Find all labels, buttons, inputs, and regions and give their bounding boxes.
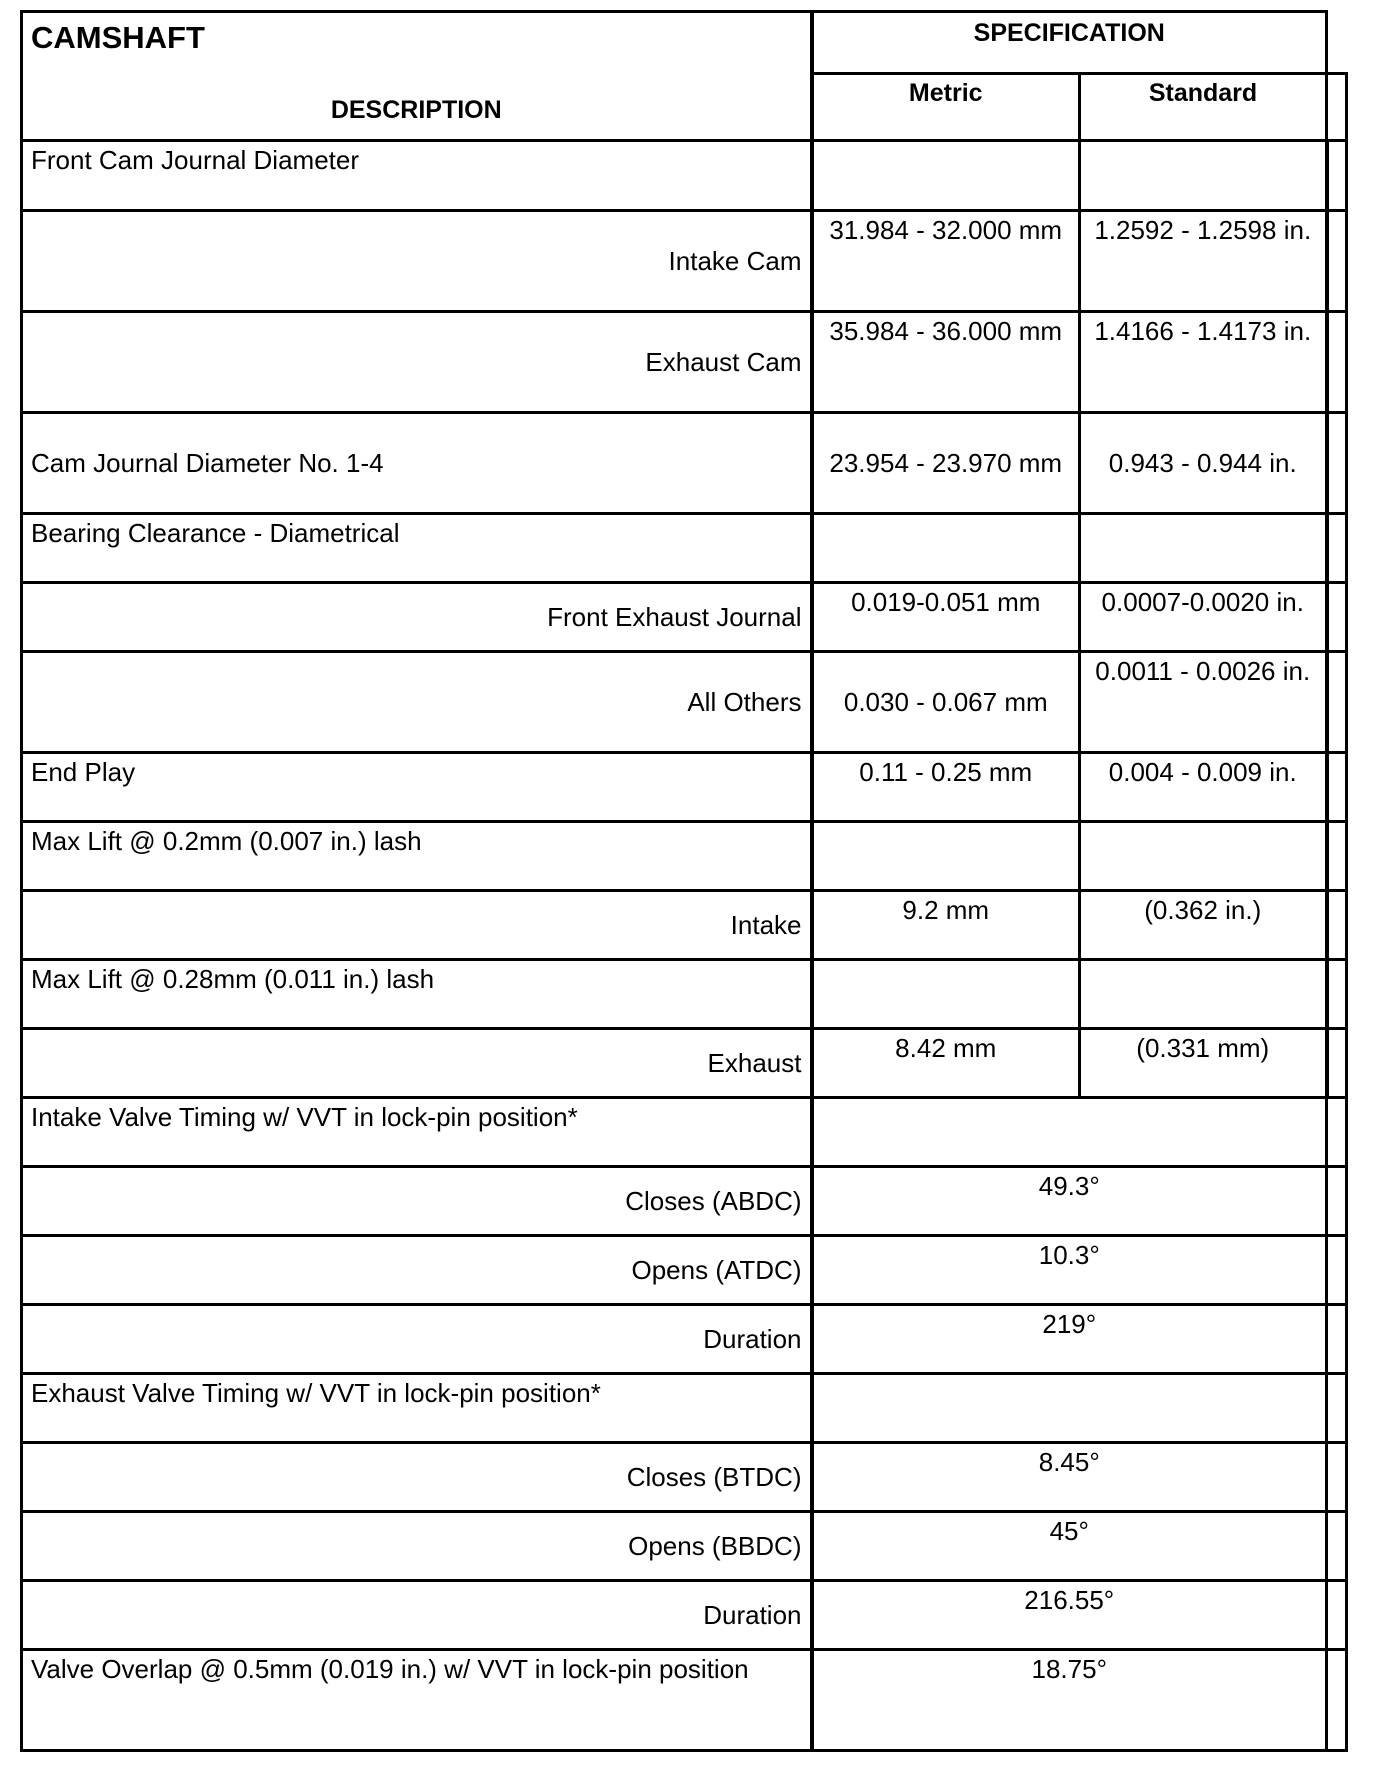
metric-value: 8.42 mm [812,1029,1080,1098]
description-text: Closes (ABDC) [625,1185,802,1216]
table-title-text: CAMSHAFT [31,20,205,55]
description-text: Intake [730,909,802,940]
standard-value: 0.0007-0.0020 in. [1080,583,1327,652]
description-cell [22,1098,812,1167]
standard-value: 1.4166 - 1.4173 in. [1080,312,1327,413]
description-cell [22,1236,812,1305]
table-row [22,960,1347,1029]
table-row [22,1581,1347,1650]
outer-gap [1327,12,1347,74]
metric-value: 9.2 mm [812,891,1080,960]
metric-header: Metric [812,74,1080,141]
spec-value [812,1374,1327,1443]
table-row [22,211,1347,312]
standard-value [1080,141,1327,211]
description-text: Exhaust Cam [645,346,802,377]
outer-gap [1327,891,1347,960]
description-cell [22,413,812,514]
description-cell [22,1029,812,1098]
outer-gap [1327,1443,1347,1512]
description-text: Valve Overlap @ 0.5mm (0.019 in.) w/ VVT in lock-pin position [31,1654,749,1684]
description-cell [22,1512,812,1581]
description-text: Cam Journal Diameter No. 1-4 [31,447,384,478]
standard-value: 0.004 - 0.009 in. [1080,753,1327,822]
outer-gap [1327,1167,1347,1236]
spec-value: 8.45° [812,1443,1327,1512]
outer-gap [1327,1581,1347,1650]
table-row [22,1098,1347,1167]
description-cell [22,1305,812,1374]
description-cell [22,891,812,960]
description-cell [22,141,812,211]
camshaft-spec-table [20,10,1348,1752]
spec-value: 49.3° [812,1167,1327,1236]
standard-value [1080,960,1327,1029]
outer-gap [1327,960,1347,1029]
description-header: DESCRIPTION [330,96,502,124]
description-text: Intake Valve Timing w/ VVT in lock-pin position* [31,1102,578,1132]
description-text: Intake Cam [668,245,802,276]
metric-value: 31.984 - 32.000 mm [812,211,1080,312]
outer-gap [1327,141,1347,211]
metric-value: 0.11 - 0.25 mm [812,753,1080,822]
outer-gap [1327,652,1347,753]
standard-value [1080,822,1327,891]
table-row [22,1029,1347,1098]
outer-gap [1327,1374,1347,1443]
description-cell [22,1650,812,1751]
table-row [22,1374,1347,1443]
description-cell [22,960,812,1029]
specification-header: SPECIFICATION [812,12,1327,74]
outer-gap [1327,312,1347,413]
metric-value: 23.954 - 23.970 mm [812,413,1080,514]
table-row [22,891,1347,960]
description-text: Duration [703,1323,802,1354]
metric-value [812,822,1080,891]
outer-gap [1327,1098,1347,1167]
table-row [22,141,1347,211]
description-cell [22,1374,812,1443]
metric-value: 0.019-0.051 mm [812,583,1080,652]
description-text: Duration [703,1599,802,1630]
description-cell [22,514,812,583]
outer-gap [1327,1236,1347,1305]
table-row [22,583,1347,652]
metric-value [812,960,1080,1029]
outer-gap [1327,74,1347,141]
description-cell [22,1581,812,1650]
description-text: End Play [31,757,136,787]
description-cell [22,822,812,891]
outer-gap [1327,583,1347,652]
outer-gap [1327,822,1347,891]
standard-value: (0.331 mm) [1080,1029,1327,1098]
description-text: Closes (BTDC) [626,1461,802,1492]
description-cell [22,583,812,652]
description-text: Front Cam Journal Diameter [31,145,359,175]
outer-gap [1327,1029,1347,1098]
outer-gap [1327,1650,1347,1751]
outer-gap [1327,1305,1347,1374]
spec-value: 216.55° [812,1581,1327,1650]
spec-value: 10.3° [812,1236,1327,1305]
spec-value: 45° [812,1512,1327,1581]
description-text: Exhaust Valve Timing w/ VVT in lock-pin position* [31,1378,601,1408]
outer-gap [1327,753,1347,822]
standard-value [1080,514,1327,583]
standard-value: 0.0011 - 0.0026 in. [1080,652,1327,753]
table-row [22,413,1347,514]
outer-gap [1327,413,1347,514]
table-row [22,312,1347,413]
table-title [22,12,812,141]
metric-value [812,141,1080,211]
standard-value: 1.2592 - 1.2598 in. [1080,211,1327,312]
table-row [22,1650,1347,1751]
description-text: Exhaust [707,1047,802,1078]
table-row [22,822,1347,891]
spec-value [812,1098,1327,1167]
metric-value [812,514,1080,583]
description-cell [22,1443,812,1512]
standard-header: Standard [1080,74,1327,141]
description-text: Max Lift @ 0.2mm (0.007 in.) lash [31,826,422,856]
metric-value: 0.030 - 0.067 mm [812,652,1080,753]
outer-gap [1327,211,1347,312]
outer-gap [1327,514,1347,583]
description-text: Bearing Clearance - Diametrical [31,518,400,548]
spec-value: 219° [812,1305,1327,1374]
description-text: All Others [687,686,802,717]
table-row [22,1443,1347,1512]
table-row [22,652,1347,753]
description-cell [22,312,812,413]
table-row [22,1305,1347,1374]
table-row [22,1236,1347,1305]
metric-value: 35.984 - 36.000 mm [812,312,1080,413]
description-cell [22,211,812,312]
description-cell [22,1167,812,1236]
table-row [22,1512,1347,1581]
table-row [22,753,1347,822]
table-row [22,1167,1347,1236]
description-cell [22,753,812,822]
outer-gap [1327,1512,1347,1581]
table-row [22,514,1347,583]
standard-value: (0.362 in.) [1080,891,1327,960]
spec-value: 18.75° [812,1650,1327,1751]
description-text: Front Exhaust Journal [547,601,802,632]
description-text: Opens (BBDC) [628,1530,802,1561]
standard-value: 0.943 - 0.944 in. [1080,413,1327,514]
description-text: Opens (ATDC) [631,1254,802,1285]
description-text: Max Lift @ 0.28mm (0.011 in.) lash [31,964,435,994]
description-cell [22,652,812,753]
